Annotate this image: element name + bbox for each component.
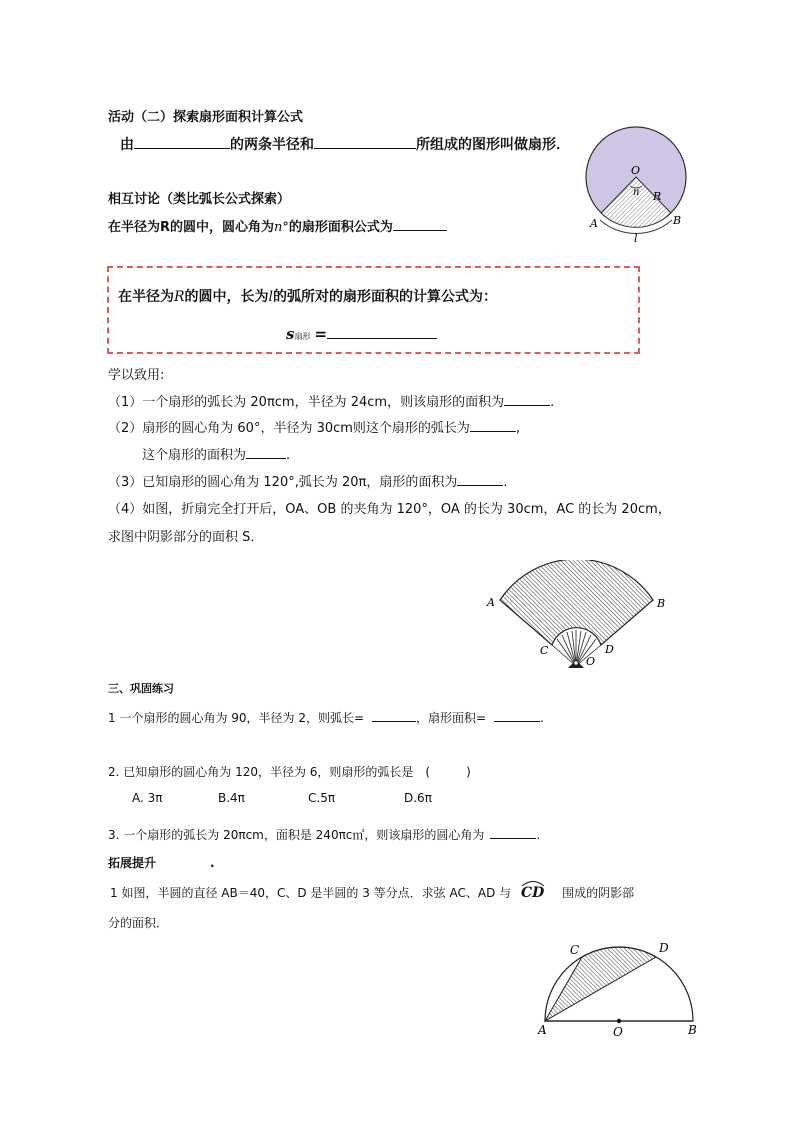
label-A: A (590, 217, 598, 230)
box-line1-R: R (174, 289, 185, 305)
review-q1-text: 1 一个扇形的圆心角为 90，半径为 2，则弧长= (108, 711, 365, 725)
practice-q2b-text: 这个扇形的面积为 (142, 448, 247, 463)
label-O: O (631, 164, 641, 177)
review-q1-end: . (540, 711, 544, 725)
label-fan-C: C (540, 644, 549, 657)
formula-s: s (286, 325, 295, 343)
formula-eq: = (314, 325, 328, 343)
review-q1 (108, 707, 544, 726)
box-line1-c: 的弧所对的扇形面积的计算公式为： (273, 289, 498, 305)
def-by: 由 (120, 137, 134, 153)
label-fan-A: A (487, 596, 495, 609)
blank-area-formula[interactable] (327, 322, 437, 339)
blank-p2a[interactable] (470, 417, 516, 432)
extension-p1a: 1 如图，半圆的直径 AB＝40，C、D 是半圆的 3 等分点．求弦 AC、AD 与 (110, 886, 512, 900)
figure-circle-sector (580, 124, 692, 246)
blank-r3[interactable] (490, 824, 536, 839)
discussion-title: 相互讨论（类比弧长公式探索） (108, 192, 291, 207)
discussion-formula-question (108, 216, 447, 235)
practice-q2a (108, 417, 520, 436)
formula-box-text (118, 286, 497, 306)
activity-title (108, 106, 303, 125)
fan-shaded-region (500, 560, 653, 645)
formula-q-pre: 在半径为R的圆中，圆心角为 (108, 220, 275, 235)
practice-q2b (142, 444, 290, 463)
activity-title-text: 活动（二）探索扇形面积计算公式 (108, 110, 304, 125)
label-fan-B: B (657, 597, 666, 610)
box-line1-b: 的圆中，长为 (184, 289, 269, 305)
figure-semicircle (534, 934, 704, 1040)
review-heading: 三、巩固练习 (108, 682, 174, 695)
label-R: R (653, 190, 662, 203)
arc-symbol-icon (521, 879, 545, 887)
fan-pivot-dot (574, 661, 578, 665)
blank-formula[interactable] (393, 216, 447, 231)
formula-s-sub: 扇形 (294, 332, 311, 341)
practice-q1-end: . (550, 395, 555, 410)
label-semi-B: B (688, 1023, 697, 1037)
extension-p1b: 围成的阴影部 (562, 886, 635, 900)
blank-def-1[interactable] (134, 134, 230, 149)
formula-q-post: 的扇形面积公式为 (288, 220, 393, 235)
box-line1-l: l (268, 289, 274, 305)
practice-heading: 学以致用: (108, 368, 165, 383)
blank-r1-arc[interactable] (372, 707, 416, 722)
practice-q3 (108, 471, 508, 490)
blank-def-2[interactable] (314, 134, 416, 149)
def-mid: 的两条半径和 (230, 137, 314, 153)
extension-p2: 分的面积． (108, 916, 169, 930)
blank-r1-area[interactable] (494, 707, 540, 722)
label-semi-C: C (570, 943, 580, 957)
review-q2: 2. 已知扇形的圆心角为 120，半径为 6，则扇形的弧长是 ( ) (108, 765, 471, 779)
label-semi-A: A (538, 1023, 547, 1037)
practice-q3-text: （3）已知扇形的圆心角为 120°,弧长为 20π，扇形的面积为 (108, 475, 458, 490)
practice-q3-end: . (503, 475, 508, 490)
extension-heading (108, 854, 215, 871)
extension-p1 (110, 884, 634, 901)
figure-folding-fan (484, 560, 674, 675)
arc-CD (521, 885, 544, 901)
label-l: l (634, 232, 638, 245)
practice-q2a-text: （2）扇形的圆心角为 60°，半径为 30cm则这个扇形的弧长为 (108, 421, 470, 436)
blank-p2b[interactable] (246, 444, 286, 459)
review-q2-option-b[interactable]: B.4π (218, 791, 245, 805)
practice-q2a-end: , (515, 421, 521, 436)
label-semi-O: O (613, 1025, 623, 1039)
blank-p1[interactable] (504, 391, 550, 406)
center-O (617, 1019, 621, 1023)
practice-q2b-end: . (286, 448, 291, 463)
label-B: B (673, 214, 682, 227)
formula-q-n: n° (274, 220, 289, 235)
review-q2-option-a[interactable]: A. 3π (132, 791, 163, 805)
sector-area-formula (286, 322, 437, 343)
label-fan-O: O (586, 655, 596, 668)
review-q3-end: . (536, 828, 541, 842)
review-q3 (108, 824, 540, 843)
label-semi-D: D (659, 941, 669, 955)
practice-q4b: 求图中阴影部分的面积 S． (108, 530, 264, 545)
arc-CD-text: CD (520, 885, 545, 901)
box-line1-a: 在半径为 (118, 289, 174, 305)
review-q2-option-d[interactable]: D.6π (404, 791, 432, 805)
review-q1-mid: ，扇形面积= (416, 711, 487, 725)
practice-q4a: （4）如图，折扇完全打开后，OA、OB 的夹角为 120°，OA 的长为 30cm，AC 的长为 20cm， (108, 502, 671, 517)
label-n: n (633, 187, 640, 198)
blank-p3[interactable] (457, 471, 503, 486)
practice-q1 (108, 391, 554, 410)
def-end: 所组成的图形叫做扇形． (416, 137, 570, 153)
review-q2-option-c[interactable]: C.5π (308, 791, 336, 805)
extension-heading-text: 拓展提升 (108, 856, 157, 870)
extension-dot: . (210, 856, 215, 870)
label-fan-D: D (605, 643, 614, 656)
review-q3-text: 3. 一个扇形的弧长为 20πcm，面积是 240πc㎡，则该扇形的圆心角为 (108, 828, 485, 842)
sector-definition (120, 134, 570, 154)
practice-q1-text: （1）一个扇形的弧长为 20πcm，半径为 24cm，则该扇形的面积为 (108, 395, 505, 410)
